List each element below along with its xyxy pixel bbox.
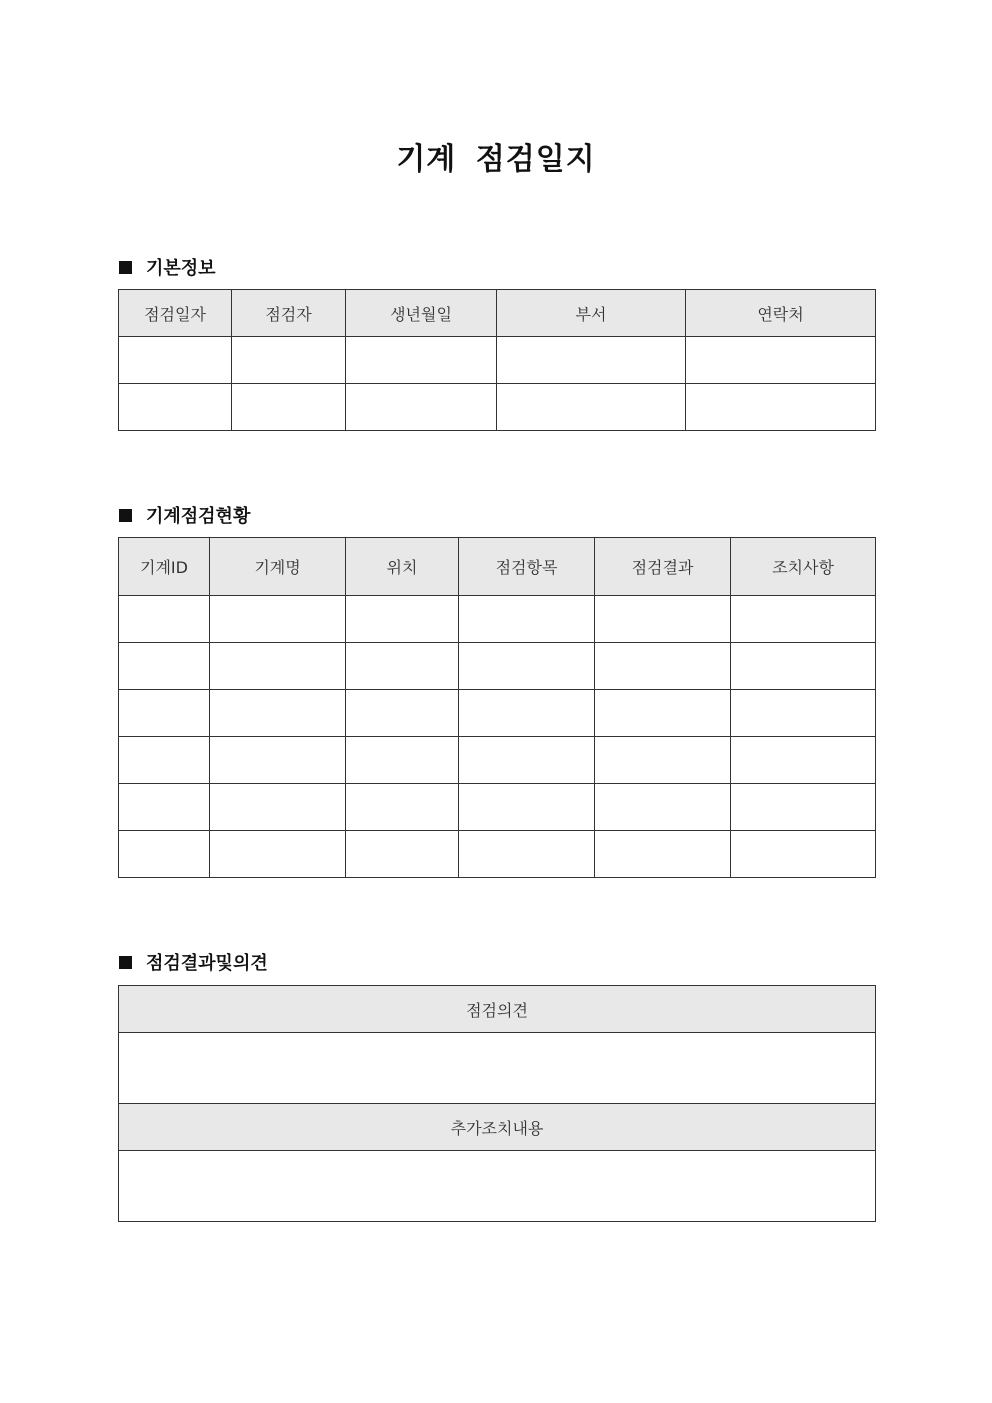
table-cell[interactable] xyxy=(595,737,731,784)
section-heading-machine-status xyxy=(119,502,250,528)
table-cell[interactable] xyxy=(595,596,731,643)
table-cell[interactable] xyxy=(119,596,210,643)
table-row xyxy=(119,1033,876,1104)
table-header-row xyxy=(119,538,876,596)
table-cell[interactable] xyxy=(731,831,876,878)
section-heading-results xyxy=(119,949,268,975)
header-machine-id: 기계ID xyxy=(119,538,210,596)
table-cell[interactable] xyxy=(210,784,346,831)
table-cell[interactable] xyxy=(686,337,876,384)
table-cell[interactable] xyxy=(595,784,731,831)
table-cell[interactable] xyxy=(119,643,210,690)
table-cell[interactable] xyxy=(459,737,595,784)
table-cell[interactable] xyxy=(731,643,876,690)
table-cell[interactable] xyxy=(119,690,210,737)
table-cell[interactable] xyxy=(595,831,731,878)
table-row xyxy=(119,337,876,384)
table-cell[interactable] xyxy=(459,643,595,690)
header-inspection-date: 점검일자 xyxy=(119,290,232,337)
table-cell[interactable] xyxy=(232,337,346,384)
table-row xyxy=(119,596,876,643)
header-additional-action: 추가조치내용 xyxy=(119,1104,876,1151)
table-cell[interactable] xyxy=(497,384,686,431)
table-cell[interactable] xyxy=(119,737,210,784)
square-bullet-icon xyxy=(119,261,132,274)
table-cell[interactable] xyxy=(686,384,876,431)
table-cell[interactable] xyxy=(232,384,346,431)
header-location: 위치 xyxy=(346,538,459,596)
additional-action-field[interactable] xyxy=(119,1151,876,1222)
square-bullet-icon xyxy=(119,956,132,969)
section-heading-label: 기본정보 xyxy=(146,258,216,279)
table-row xyxy=(119,643,876,690)
table-cell[interactable] xyxy=(346,337,497,384)
table-row xyxy=(119,384,876,431)
header-action-taken: 조치사항 xyxy=(731,538,876,596)
table-cell[interactable] xyxy=(459,831,595,878)
section-heading-label: 기계점검현황 xyxy=(146,506,251,527)
table-cell[interactable] xyxy=(210,737,346,784)
table-cell[interactable] xyxy=(346,784,459,831)
table-row xyxy=(119,1151,876,1222)
table-header-row xyxy=(119,1104,876,1151)
table-cell[interactable] xyxy=(731,690,876,737)
results-table xyxy=(118,985,876,1222)
table-cell[interactable] xyxy=(459,596,595,643)
header-inspection-item: 점검항목 xyxy=(459,538,595,596)
table-cell[interactable] xyxy=(119,831,210,878)
table-cell[interactable] xyxy=(346,596,459,643)
square-bullet-icon xyxy=(119,509,132,522)
table-cell[interactable] xyxy=(459,784,595,831)
table-cell[interactable] xyxy=(731,737,876,784)
opinion-field[interactable] xyxy=(119,1033,876,1104)
table-cell[interactable] xyxy=(119,337,232,384)
header-inspector: 점검자 xyxy=(232,290,346,337)
header-machine-name: 기계명 xyxy=(210,538,346,596)
table-cell[interactable] xyxy=(346,384,497,431)
basic-info-table xyxy=(118,289,876,431)
machine-status-table xyxy=(118,537,876,878)
page-title: 기계 점검일지 xyxy=(396,142,596,177)
table-cell[interactable] xyxy=(346,831,459,878)
table-cell[interactable] xyxy=(210,690,346,737)
table-row xyxy=(119,690,876,737)
table-cell[interactable] xyxy=(346,737,459,784)
table-row xyxy=(119,831,876,878)
header-birth-date: 생년월일 xyxy=(346,290,497,337)
table-cell[interactable] xyxy=(346,690,459,737)
header-inspection-result: 점검결과 xyxy=(595,538,731,596)
header-contact: 연락처 xyxy=(686,290,876,337)
table-cell[interactable] xyxy=(595,690,731,737)
table-cell[interactable] xyxy=(346,643,459,690)
table-header-row xyxy=(119,290,876,337)
table-cell[interactable] xyxy=(119,384,232,431)
table-header-row xyxy=(119,986,876,1033)
section-heading-basic-info xyxy=(119,254,216,280)
table-cell[interactable] xyxy=(497,337,686,384)
table-row xyxy=(119,737,876,784)
table-cell[interactable] xyxy=(731,596,876,643)
table-cell[interactable] xyxy=(210,643,346,690)
table-cell[interactable] xyxy=(459,690,595,737)
table-cell[interactable] xyxy=(119,784,210,831)
table-cell[interactable] xyxy=(731,784,876,831)
section-heading-label: 점검결과및의견 xyxy=(146,953,268,974)
header-department: 부서 xyxy=(497,290,686,337)
header-inspection-opinion: 점검의견 xyxy=(119,986,876,1033)
table-cell[interactable] xyxy=(210,831,346,878)
table-cell[interactable] xyxy=(595,643,731,690)
table-row xyxy=(119,784,876,831)
table-cell[interactable] xyxy=(210,596,346,643)
